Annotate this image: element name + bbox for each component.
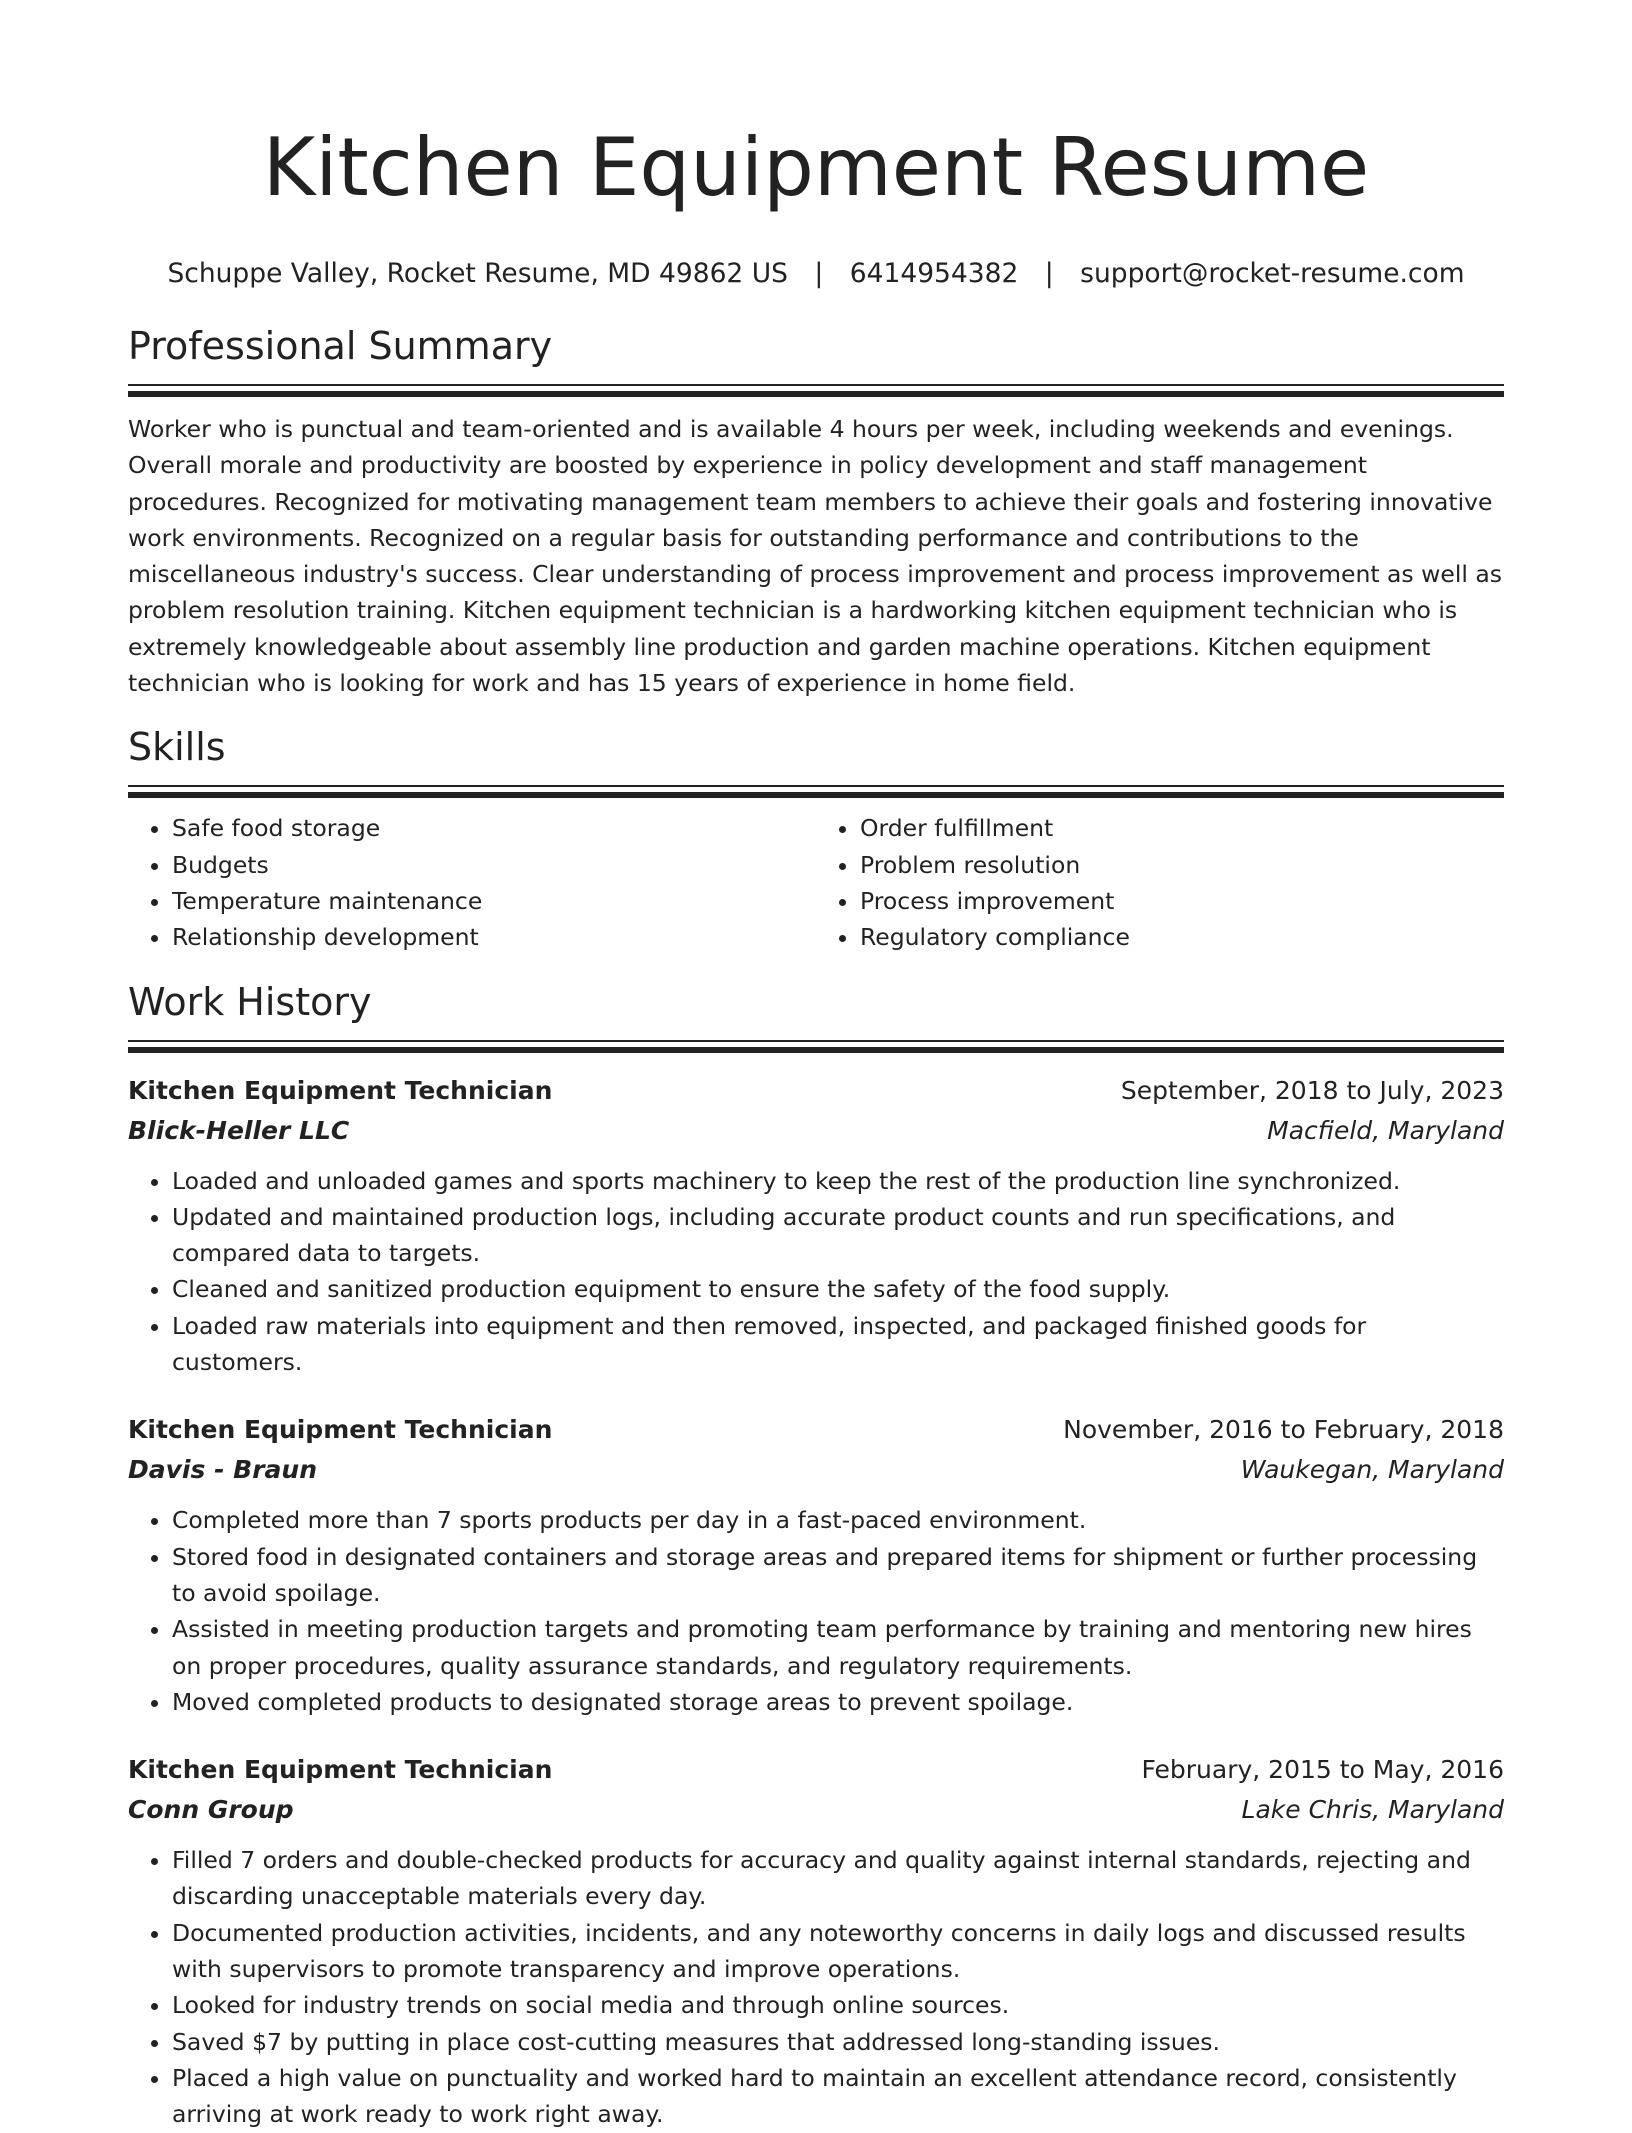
skill-item: • Order fulfillment <box>860 810 1504 846</box>
job-location: Waukegan, Maryland <box>1240 1455 1504 1485</box>
work-history-heading: Work History <box>128 979 372 1024</box>
job-bullets <box>128 1163 1504 1381</box>
contact-line <box>128 254 1504 294</box>
job-entry <box>128 1410 1504 1720</box>
job-company: Davis - Braun <box>128 1455 318 1485</box>
skills-column-left <box>128 810 816 955</box>
job-bullet: • Loaded and unloaded games and sports machinery to keep the rest of the production line synchronized. <box>172 1163 1504 1199</box>
section-divider <box>128 384 1504 386</box>
work-history-section <box>128 978 1504 2133</box>
job-title: Kitchen Equipment Technician <box>128 1755 553 1785</box>
section-divider <box>128 785 1504 787</box>
skills-section <box>128 723 1504 955</box>
job-bullet: • Stored food in designated containers and storage areas and prepared items for shipment or further processing to avoid spoilage. <box>172 1539 1504 1612</box>
job-bullet: • Filled 7 orders and double-checked products for accuracy and quality against internal standards, rejecting and discarding unacceptable materials every day. <box>172 1842 1504 1915</box>
job-bullet: • Placed a high value on punctuality and worked hard to maintain an excellent attendance record, consistently arriving at work ready to work right away. <box>172 2060 1504 2133</box>
job-header <box>128 1750 1504 1790</box>
contact-email: support@rocket-resume.com <box>1080 258 1465 289</box>
contact-address: Schuppe Valley, Rocket Resume, MD 49862 US <box>167 258 788 289</box>
skill-item: • Budgets <box>172 847 816 883</box>
job-location: Lake Chris, Maryland <box>1241 1795 1504 1825</box>
resume-title: Kitchen Equipment Resume <box>262 121 1370 214</box>
job-dates: November, 2016 to February, 2018 <box>1063 1415 1504 1445</box>
job-header <box>128 1071 1504 1111</box>
job-bullet: • Updated and maintained production logs, including accurate product counts and run specifications, and compared data to targets. <box>172 1199 1504 1272</box>
job-title: Kitchen Equipment Technician <box>128 1075 553 1105</box>
contact-separator: | <box>1044 258 1054 289</box>
skill-item: • Problem resolution <box>860 847 1504 883</box>
skills-list <box>128 810 1504 955</box>
job-title: Kitchen Equipment Technician <box>128 1415 553 1445</box>
summary-section <box>128 322 1504 701</box>
job-dates: September, 2018 to July, 2023 <box>1120 1075 1504 1105</box>
job-entry <box>128 1071 1504 1381</box>
job-entry <box>128 1750 1504 2132</box>
skill-item: • Temperature maintenance <box>172 883 816 919</box>
contact-separator: | <box>814 258 824 289</box>
job-bullet: • Completed more than 7 sports products per day in a fast-paced environment. <box>172 1502 1504 1538</box>
skill-item: • Relationship development <box>172 919 816 955</box>
job-subheader <box>128 1450 1504 1490</box>
skill-item: • Safe food storage <box>172 810 816 846</box>
job-subheader <box>128 1790 1504 1830</box>
job-bullet: • Saved $7 by putting in place cost-cutting measures that addressed long-standing issues. <box>172 2024 1504 2060</box>
section-divider-thick <box>128 391 1504 397</box>
section-divider-thick <box>128 1047 1504 1053</box>
job-company: Conn Group <box>128 1795 294 1825</box>
job-dates: February, 2015 to May, 2016 <box>1141 1755 1504 1785</box>
job-bullet: • Looked for industry trends on social media and through online sources. <box>172 1987 1504 2023</box>
summary-heading: Professional Summary <box>128 324 553 368</box>
job-bullet: • Moved completed products to designated storage areas to prevent spoilage. <box>172 1684 1504 1720</box>
section-divider <box>128 1040 1504 1042</box>
job-header <box>128 1410 1504 1450</box>
section-divider-thick <box>128 792 1504 798</box>
job-subheader <box>128 1111 1504 1151</box>
contact-phone: 6414954382 <box>849 258 1019 289</box>
job-location: Macfield, Maryland <box>1267 1115 1504 1145</box>
job-bullets <box>128 1842 1504 2132</box>
job-bullet: • Cleaned and sanitized production equipment to ensure the safety of the food supply. <box>172 1271 1504 1307</box>
job-bullet: • Assisted in meeting production targets and promoting team performance by training and mentoring new hires on proper procedures, quality assurance standards, and regulatory requirements. <box>172 1611 1504 1684</box>
job-bullet: • Documented production activities, incidents, and any noteworthy concerns in daily logs and discussed results with supervisors to promote transparency and improve operations. <box>172 1915 1504 1988</box>
job-bullet: • Loaded raw materials into equipment and then removed, inspected, and packaged finished goods for customers. <box>172 1308 1504 1381</box>
skills-heading: Skills <box>128 725 226 770</box>
summary-text: Worker who is punctual and team-oriented and is available 4 hours per week, including weekends and evenings. Overall morale and productivity are boosted by experience in policy development and staff management procedures. Recognized for motivating management team members to achieve their goals and fostering innovative work environments. Recognized on a regular basis for outstanding performance and contributions to the miscellaneous industry's success. Clear understanding of process improvement and process improvement as well as problem resolution training. Kitchen equipment technician is a hardworking kitchen equipment technician who is extremely knowledgeable about assembly line production and garden machine operations. Kitchen equipment technician who is looking for work and has 15 years of experience in home field. <box>128 415 1502 698</box>
skills-column-right <box>816 810 1504 955</box>
job-bullets <box>128 1502 1504 1720</box>
skill-item: • Regulatory compliance <box>860 919 1504 955</box>
skill-item: • Process improvement <box>860 883 1504 919</box>
job-company: Blick-Heller LLC <box>128 1115 350 1145</box>
